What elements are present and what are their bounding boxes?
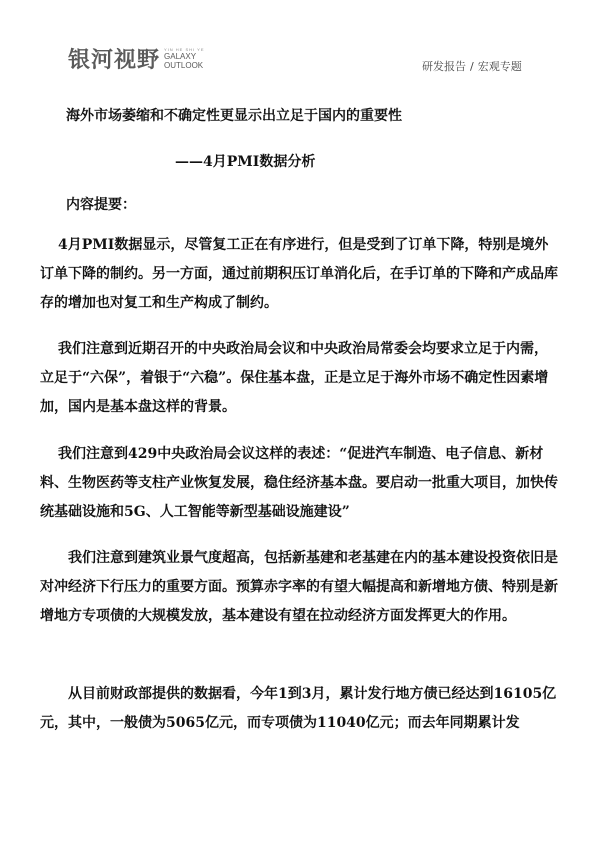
galaxy-outlook-logo bbox=[68, 43, 205, 74]
breadcrumb-separator: / bbox=[470, 60, 474, 73]
document-title: 海外市场萎缩和不确定性更显示出立足于国内的重要性 bbox=[66, 108, 402, 124]
paragraph-4: 我们注意到建筑业景气度超高，包括新基建和老基建在内的基本建设投资依旧是对冲经济下行压力的重要方面。预算赤字率的有望大幅提高和新增地方债、特别是新增地方专项债的大规模发放，基本建设有望在拉动经济方面发挥更大的作用。 bbox=[40, 550, 558, 624]
logo-sub-line1: GALAXY bbox=[164, 52, 197, 61]
paragraph-5: 从目前财政部提供的数据看，今年1到3月，累计发行地方债已经达到16105亿元，其中，一般债为5065亿元，而专项债为11040亿元；而去年同期累计发 bbox=[40, 686, 557, 731]
paragraph-3: 我们注意到429中央政治局会议这样的表述：“促进汽车制造、电子信息、新材料、生物医药等支柱产业恢复发展，稳住经济基本盘。要启动一批重大项目，加快传统基础设施和5G、人工智能等新型基础设施建设” bbox=[40, 446, 558, 520]
logo-subtext bbox=[164, 47, 205, 70]
summary-label: 内容提要： bbox=[66, 197, 136, 213]
breadcrumb-macro-topic: 宏观专题 bbox=[477, 60, 522, 73]
breadcrumb-research-report: 研发报告 bbox=[422, 60, 466, 73]
logo-sub-tiny: YIN HE SHI YE bbox=[164, 47, 205, 52]
page-header bbox=[0, 0, 595, 90]
logo-text: 银河视野 bbox=[68, 48, 161, 73]
paragraph-1: 4月PMI数据显示，尽管复工正在有序进行，但是受到了订单下降，特别是境外订单下降的制约。另一方面，通过前期积压订单消化后，在手订单的下降和产成品库存的增加也对复工和生产构成了制约。 bbox=[40, 237, 558, 311]
breadcrumb bbox=[422, 58, 522, 74]
logo-sub-line2: OUTLOOK bbox=[164, 61, 204, 70]
document-subtitle: ——4月PMI数据分析 bbox=[175, 154, 316, 170]
paragraph-2: 我们注意到近期召开的中央政治局会议和中央政治局常委会均要求立足于内需，立足于“六保”，着银于“六稳”。保住基本盘，正是立足于海外市场不确定性因素增加，国内是基本盘这样的背景。 bbox=[40, 341, 549, 415]
